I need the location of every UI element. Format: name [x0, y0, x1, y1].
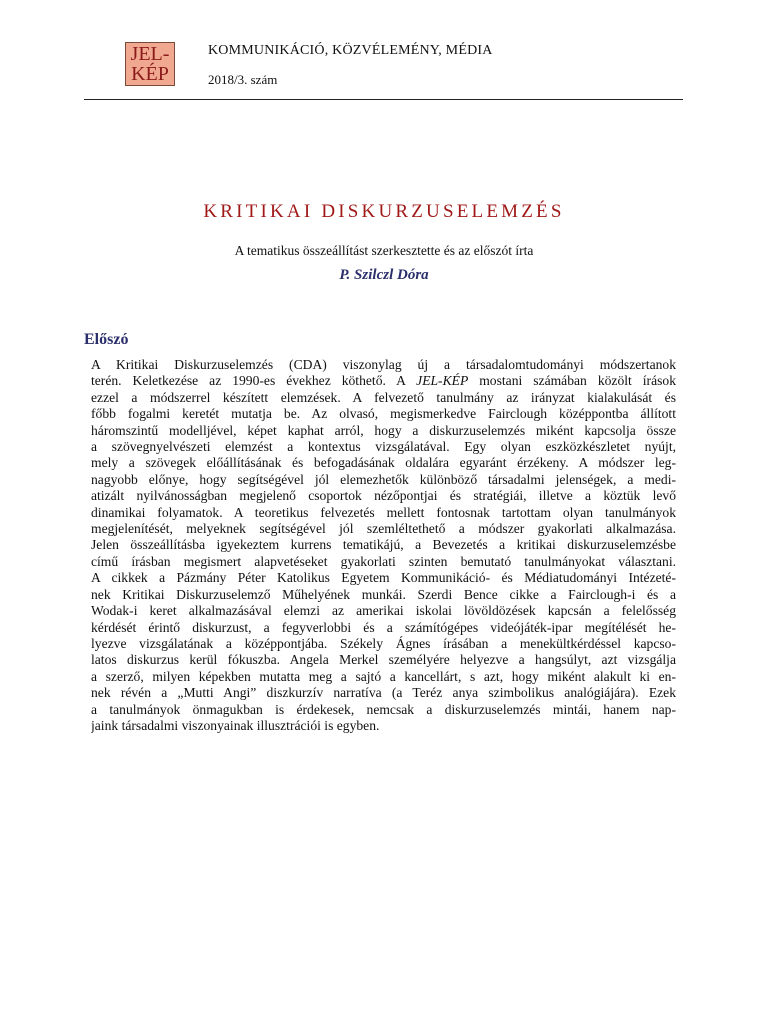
- body-line: a tanulmányok önmagukban is érdekesek, nemcsak a diskurzuselemzés mintái, hanem nap-: [91, 701, 676, 717]
- logo-text-line1: JEL-: [130, 43, 170, 65]
- body-line: a szerző, milyen képekben mutatta meg a sajtó a kancellárt, s azt, hogy miként alakult ki en-: [91, 668, 676, 684]
- body-line: háromszintű modelljével, képet kaphat arról, hogy a diskurzuselemzés miként kapcsolja össze: [91, 422, 676, 438]
- journal-title: KOMMUNIKÁCIÓ, KÖZVÉLEMÉNY, MÉDIA: [208, 43, 493, 58]
- body-line: lyezve vizsgálatának a középpontjába. Székely Ágnes írásában a menekültkérdéssel kapcso-: [91, 635, 676, 651]
- body-line: A cikkek a Pázmány Péter Katolikus Egyetem Kommunikáció- és Médiatudományi Intézeté-: [91, 570, 676, 586]
- body-line: című írásban megismert alapvetéseket gyakorlati szinten bemutató tanulmányokat választani.: [91, 553, 676, 569]
- logo-text-line2: KÉP: [131, 63, 169, 85]
- body-line: A Kritikai Diskurzuselemzés (CDA) viszonylag új a társadalomtudományi módszertanok: [91, 357, 676, 372]
- body-line: Wodak-i keret alkalmazásával elemzi az amerikai iskolai lövöldözések kapcsán a felelősség: [91, 603, 676, 619]
- section-heading: Előszó: [84, 331, 129, 348]
- body-line: terén. Keletkezése az 1990-es évekhez köthető. A JEL-KÉP mostani számában közölt írások: [91, 373, 676, 389]
- body-line: főbb fogalmi keretét mutatja be. Az olvasó, megismerkedve Fairclough középpontba állított: [91, 406, 676, 422]
- body-line: jaink társadalmi viszonyainak illusztrációi is egyben.: [91, 717, 380, 733]
- article-editor: P. Szilczl Dóra: [339, 267, 429, 283]
- journal-issue: 2018/3. szám: [208, 72, 278, 87]
- body-line: mely a szövegek előállításának és befogadásának oldalára egyaránt érzékeny. A módszer leg-: [91, 455, 676, 471]
- section-body: [91, 357, 676, 734]
- body-line: nek Kritikai Diskurzuselemző Műhelyének munkái. Szerdi Bence cikke a Fairclough-i és a: [91, 586, 676, 602]
- body-line: dinamikai folyamatok. A teoretikus felvezetés mellett fontosnak tartottam olyan tanulmányok: [91, 504, 676, 520]
- header-divider: [84, 99, 683, 100]
- body-line: kérdését érintő diskurzust, a fegyverlobbi és a számítógépes videójáték-ipar megítélését he-: [91, 619, 676, 635]
- journal-name-italic: JEL-KÉP: [416, 373, 469, 389]
- article-title: KRITIKAI DISKURZUSELEMZÉS: [203, 201, 565, 222]
- body-line: a szövegnyelvészeti elemzést a kontextus vizsgálatával. Egy olyan eszközkészletet nyújt,: [91, 439, 676, 455]
- body-line: ezzel a módszerrel készített elemzések. A felvezető tanulmány az irányzat kialakulását és: [91, 389, 676, 405]
- body-line: Jelen összeállításba igyekeztem kurrens tematikájú, a Bevezetés a kritikai diskurzuselemzésbe: [91, 537, 676, 553]
- journal-logo: [125, 42, 175, 86]
- body-line: latos diskurzus kerül fókuszba. Angela Merkel személyére helyezve a hangsúlyt, azt vizsgálja: [91, 652, 676, 668]
- body-line: megjelenítését, melyeknek segítségével jól szemléltethető a módszer gyakorlati alkalmazása.: [91, 521, 676, 537]
- body-line: nagyobb előnye, hogy segítségével jól elemezhetők különböző társadalmi jelenségek, a medi-: [91, 471, 676, 487]
- body-line: nek révén a „Mutti Angi” diszkurzív narratíva (a Teréz anya szimbolikus analógiájára). Ezek: [91, 685, 676, 701]
- article-subtitle: A tematikus összeállítást szerkesztette és az előszót írta: [234, 243, 534, 258]
- body-line: atizált nyilvánosságban megjelenő csoportok nézőpontjai és stratégiái, illetve a köztük levő: [91, 488, 676, 504]
